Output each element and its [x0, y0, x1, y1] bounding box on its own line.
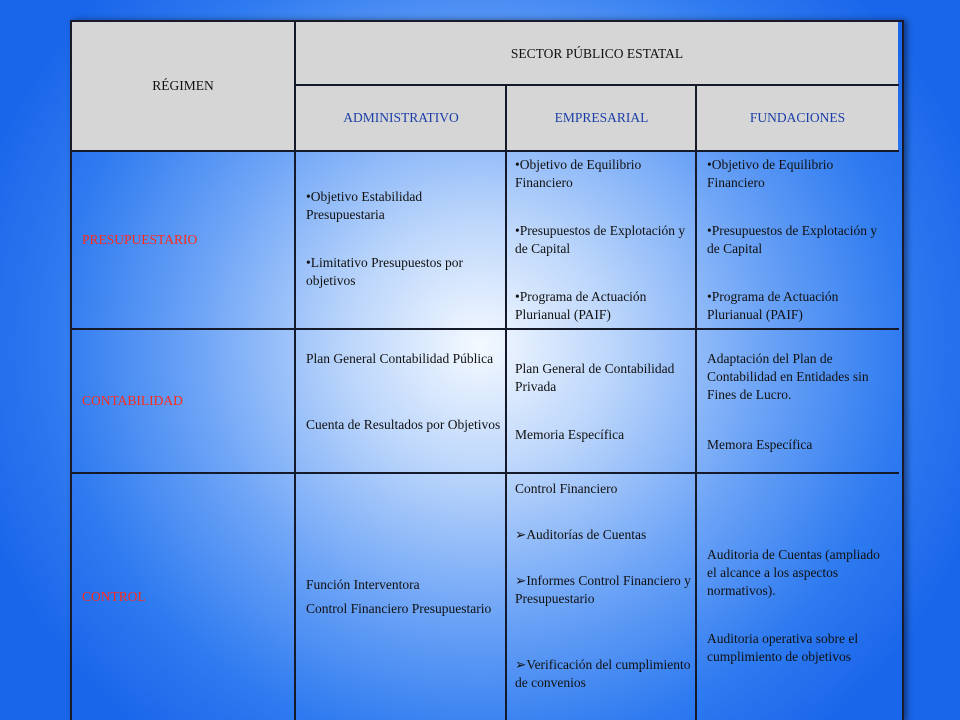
row-label-contabilidad: CONTABILIDAD [82, 393, 183, 408]
list-item: ➢Informes Control Financiero y Presupuestario [515, 573, 691, 606]
arrow-bullet-icon: ➢ [515, 527, 527, 542]
list-item: Adaptación del Plan de Contabilidad en Entidades sin Fines de Lucro. [707, 351, 869, 402]
cell-control-administrativo [306, 474, 502, 720]
grid-line-header-inner [296, 84, 899, 86]
list-item: Memora Específica [707, 437, 813, 452]
cell-presupuestario-fundaciones [707, 152, 891, 328]
list-item: ➢Verificación del cumplimiento de convenios [515, 657, 691, 690]
header-sector [296, 22, 898, 85]
header-regimen-text: RÉGIMEN [152, 78, 214, 93]
list-item: •Programa de Actuación Plurianual (PAIF) [515, 289, 647, 322]
row-label-presupuestario: PRESUPUESTARIO [82, 232, 198, 247]
list-item: Cuenta de Resultados por Objetivos [306, 417, 501, 432]
list-item: •Presupuestos de Explotación y de Capital [515, 223, 686, 256]
list-item: •Programa de Actuación Plurianual (PAIF) [707, 289, 839, 322]
header-col-administrativo: ADMINISTRATIVO [343, 110, 459, 125]
header-col-empresarial: EMPRESARIAL [554, 110, 649, 125]
list-item: ➢Auditorías de Cuentas [515, 527, 647, 542]
cell-contabilidad-administrativo [306, 330, 502, 472]
grid-line-header-bottom [71, 150, 899, 152]
cell-contabilidad-empresarial [515, 330, 693, 472]
header-sector-text: SECTOR PÚBLICO ESTATAL [510, 45, 684, 61]
list-item: Función Interventora [306, 577, 420, 592]
row-label-control: CONTROL [82, 589, 146, 604]
grid-line-row2-bottom [71, 472, 899, 474]
grid-line-col3 [695, 85, 697, 720]
list-item: •Limitativo Presupuestos por objetivos [306, 255, 463, 288]
list-item: •Objetivo de Equilibrio Financiero [515, 157, 642, 190]
grid-line-row1-bottom [71, 328, 899, 330]
list-item: Auditoria operativa sobre el cumplimiento de objetivos [707, 631, 859, 664]
list-item: Control Financiero [515, 481, 618, 496]
header-col-fundaciones: FUNDACIONES [749, 110, 846, 125]
header-regimen [72, 22, 294, 150]
cell-control-fundaciones [707, 474, 891, 720]
grid-line-col1 [294, 21, 296, 720]
arrow-bullet-icon: ➢ [515, 573, 527, 588]
list-item: •Objetivo de Equilibrio Financiero [707, 157, 834, 190]
list-item: •Objetivo Estabilidad Presupuestaria [306, 189, 423, 222]
cell-control-empresarial [515, 474, 693, 720]
cell-contabilidad-fundaciones [707, 330, 891, 472]
cell-presupuestario-empresarial [515, 152, 693, 328]
list-item: Plan General de Contabilidad Privada [515, 361, 675, 394]
list-item: Control Financiero Presupuestario [306, 601, 492, 616]
list-item: Memoria Específica [515, 427, 625, 442]
list-item: •Presupuestos de Explotación y de Capital [707, 223, 878, 256]
list-item: Auditoria de Cuentas (ampliado el alcance a los aspectos normativos). [707, 547, 880, 598]
list-item: Plan General Contabilidad Pública [306, 351, 494, 366]
grid-line-col2 [505, 85, 507, 720]
arrow-bullet-icon: ➢ [515, 657, 527, 672]
cell-presupuestario-administrativo [306, 152, 502, 328]
